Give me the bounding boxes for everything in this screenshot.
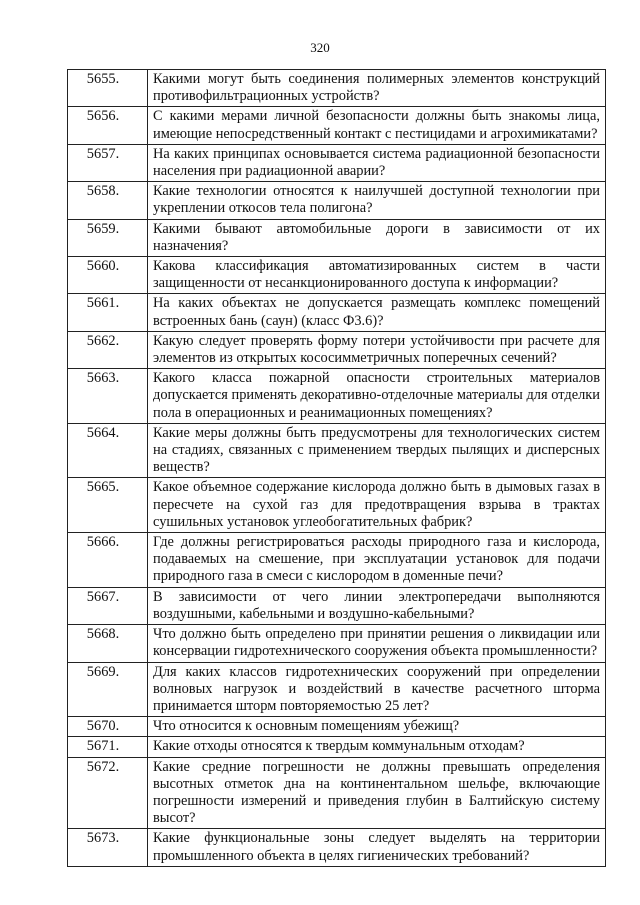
question-text: Какова классификация автоматизированных систем в части защищенности от несанкционированного доступа к информации? [148,257,606,294]
table-row [68,478,606,533]
table-row [68,757,606,829]
table-row [68,294,606,331]
question-number: 5655. [68,70,148,107]
question-number: 5668. [68,625,148,662]
table-row [68,219,606,256]
question-text: Что относится к основным помещениям убежищ? [148,717,606,737]
question-text: С какими мерами личной безопасности должны быть знакомы лица, имеющие непосредственный контакт с пестицидами и агрохимикатами? [148,107,606,144]
table-row [68,625,606,662]
table-row [68,587,606,624]
table-row [68,70,606,107]
table-row [68,107,606,144]
question-number: 5663. [68,369,148,424]
table-row [68,369,606,424]
question-number: 5662. [68,331,148,368]
question-text: В зависимости от чего линии электропередачи выполняются воздушными, кабельными и воздушно-кабельными? [148,587,606,624]
table-row [68,533,606,588]
question-text: Какие средние погрешности не должны превышать определения высотных отметок дна на континентальном шельфе, включающие погрешности измерений и приведения глубин в Балтийскую систему высот? [148,757,606,829]
question-text: Какие функциональные зоны следует выделять на территории промышленного объекта в целях гигиенических требований? [148,829,606,866]
question-number: 5666. [68,533,148,588]
question-text: Для каких классов гидротехнических сооружений при определении волновых нагрузок и воздействий в качестве расчетного шторма принимается шторм повторяемостью 25 лет? [148,662,606,717]
question-text: Какими бывают автомобильные дороги в зависимости от их назначения? [148,219,606,256]
question-number: 5669. [68,662,148,717]
question-text: Какое объемное содержание кислорода должно быть в дымовых газах в пересчете на сухой газ для предотвращения взрыва в трактах сушильных установок углеобогатительных фабрик? [148,478,606,533]
question-text: Какого класса пожарной опасности строительных материалов допускается применять декоративно-отделочные материалы для отделки пола в операционных и реанимационных помещениях? [148,369,606,424]
table-row [68,829,606,866]
table-row [68,257,606,294]
questions-table-body [68,70,606,867]
question-number: 5660. [68,257,148,294]
question-number: 5656. [68,107,148,144]
question-text: Какие технологии относятся к наилучшей доступной технологии при укреплении откосов тела полигона? [148,182,606,219]
question-text: Какую следует проверять форму потери устойчивости при расчете для элементов из открытых кососимметричных поперечных сечений? [148,331,606,368]
question-text: Какими могут быть соединения полимерных элементов конструкций противофильтрационных устройств? [148,70,606,107]
question-text: На каких принципах основывается система радиационной безопасности населения при радиационной аварии? [148,144,606,181]
question-number: 5661. [68,294,148,331]
question-number: 5671. [68,737,148,757]
question-number: 5659. [68,219,148,256]
table-row [68,331,606,368]
question-text: Где должны регистрироваться расходы природного газа и кислорода, подаваемых на смешение, при эксплуатации установок для подачи природного газа в смеси с кислородом в доменные печи? [148,533,606,588]
question-number: 5670. [68,717,148,737]
question-number: 5673. [68,829,148,866]
question-text: На каких объектах не допускается размещать комплекс помещений встроенных бань (саун) (класс Ф3.6)? [148,294,606,331]
question-text: Что должно быть определено при принятии решения о ликвидации или консервации гидротехнического сооружения объекта промышленности? [148,625,606,662]
questions-table [67,69,606,867]
question-number: 5665. [68,478,148,533]
table-row [68,717,606,737]
table-row [68,662,606,717]
table-row [68,182,606,219]
question-text: Какие отходы относятся к твердым коммунальным отходам? [148,737,606,757]
table-row [68,144,606,181]
question-number: 5657. [68,144,148,181]
question-number: 5672. [68,757,148,829]
question-number: 5664. [68,423,148,478]
question-text: Какие меры должны быть предусмотрены для технологических систем на стадиях, связанных с применением твердых пылящих и дисперсных веществ? [148,423,606,478]
question-number: 5667. [68,587,148,624]
table-row [68,737,606,757]
page-number: 320 [310,40,330,55]
question-number: 5658. [68,182,148,219]
table-row [68,423,606,478]
